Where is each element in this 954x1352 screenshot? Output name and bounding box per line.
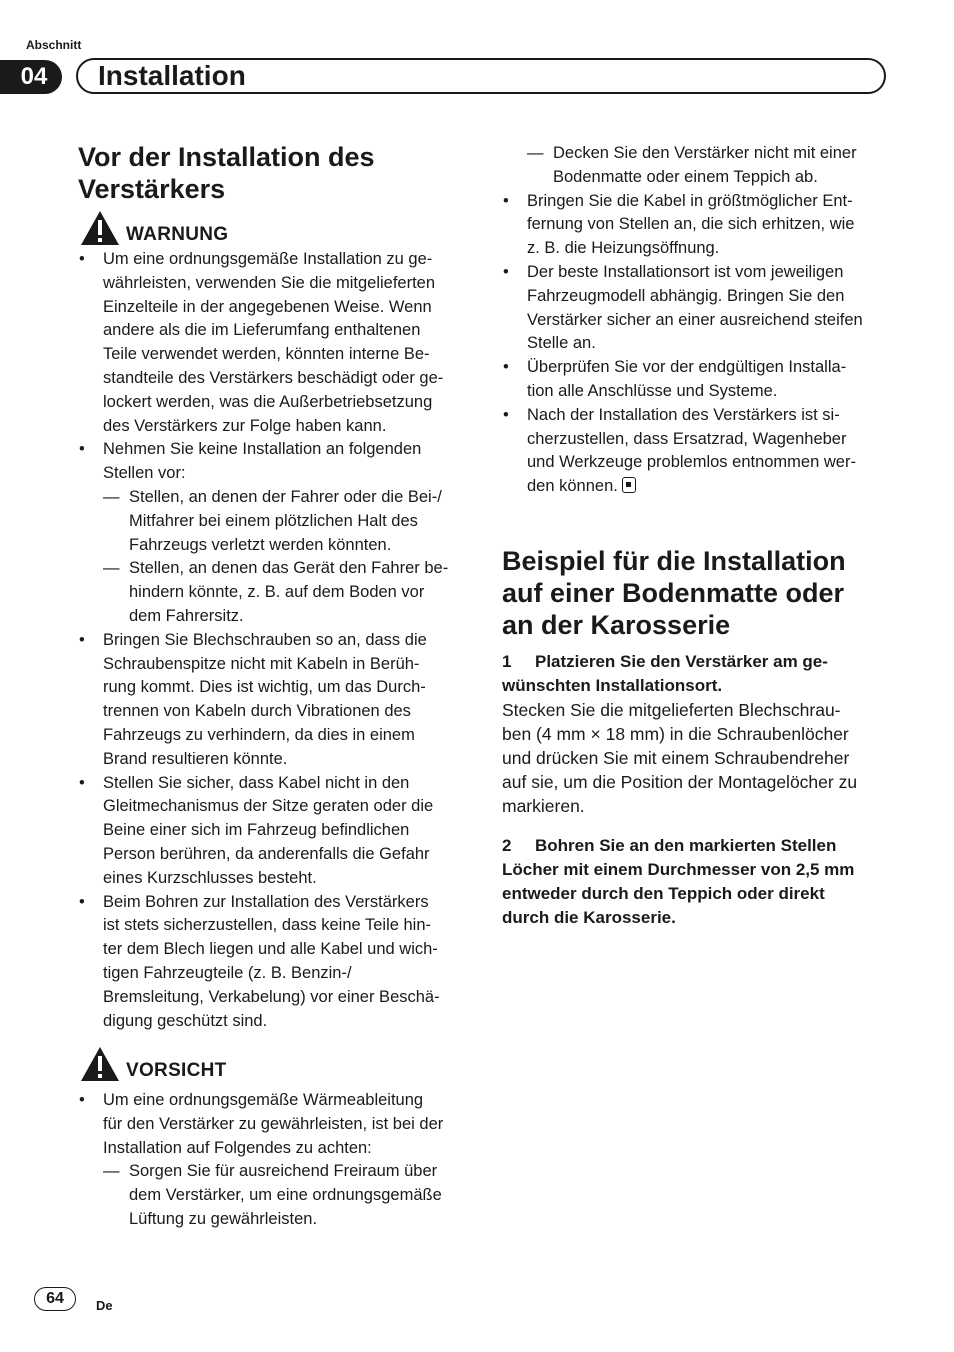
caution-header bbox=[80, 1046, 227, 1082]
bullet-item bbox=[500, 404, 888, 499]
list-item-text: Bringen Sie Blechschrauben so an, dass die Schraubenspitze nicht mit Kabeln in Berüh- rung kommt. Dies ist wichtig, um das Durch- trennen von Kabeln durch Vibrationen des Fahrzeugs zu verhindern, da dies in einem Brand resultieren könnte. bbox=[103, 630, 427, 768]
section-label: Abschnitt bbox=[26, 38, 82, 52]
step-1-number: 1 bbox=[502, 652, 512, 671]
list-item-text: Überprüfen Sie vor der endgültigen Installa- tion alle Anschlüsse und Systeme. bbox=[527, 358, 847, 400]
list-item-text: Stellen Sie sicher, dass Kabel nicht in den Gleitmechanismus der Sitze geraten oder die Beine einer sich im Fahrzeug befindlichen Person berühren, da anderenfalls die Gefahr eines Kurzschlusses besteht. bbox=[103, 773, 434, 887]
bullet-item bbox=[76, 629, 468, 772]
language-code: De bbox=[96, 1298, 113, 1313]
chapter-title: Installation bbox=[98, 60, 246, 91]
list-item-text: Beim Bohren zur Installation des Verstärkers ist stets sicherzustellen, dass keine Teile hin- ter dem Blech liegen und alle Kabel und wich- tigen Fahrzeugteile (z. B. Benzin-/ Bremsleitung, Verkabelung) vor einer Beschä- digung geschützt sind. bbox=[103, 892, 440, 1030]
dash-item bbox=[76, 1160, 468, 1231]
list-item-text: Der beste Installationsort ist vom jeweiligen Fahrzeugmodell abhängig. Bringen Sie den Verstärker sicher an einer ausreichend steifen Stelle an. bbox=[527, 262, 863, 353]
bullet-item bbox=[500, 190, 888, 261]
dash-item bbox=[500, 142, 888, 190]
page-number: 64 bbox=[34, 1287, 76, 1311]
caution-label: VORSICHT bbox=[126, 1060, 227, 1081]
bullet-item bbox=[76, 1089, 468, 1160]
warning-list bbox=[76, 248, 468, 1033]
step-2 bbox=[502, 834, 890, 930]
step-1-body: Stecken Sie die mitgelieferten Blechschrau- ben (4 mm × 18 mm) in die Schraubenlöcher und drücken Sie mit einem Schraubendreher auf sie, um die Position der Montagelöcher zu markieren. bbox=[502, 700, 858, 816]
bullet-item bbox=[76, 891, 468, 1034]
list-item-text: Stellen, an denen das Gerät den Fahrer be- hindern könnte, z. B. auf dem Boden vor dem Fahrersitz. bbox=[129, 559, 449, 625]
warning-triangle-icon bbox=[80, 210, 120, 246]
bullet-item bbox=[76, 772, 468, 891]
warning-header bbox=[80, 210, 228, 246]
caution-triangle-icon bbox=[80, 1046, 120, 1082]
end-of-section-icon bbox=[622, 477, 636, 493]
caution-list bbox=[76, 1089, 468, 1232]
bullet-item bbox=[500, 356, 888, 404]
list-item-text: Stellen, an denen der Fahrer oder die Bei-/ Mitfahrer bei einem plötzlichen Halt des Fahrzeugs verletzt werden könnten. bbox=[129, 487, 442, 554]
list-item-text: Nehmen Sie keine Installation an folgenden Stellen vor: bbox=[103, 440, 422, 483]
list-item-text: Nach der Installation des Verstärkers ist si- cherzustellen, dass Ersatzrad, Wagenheber und Werkzeuge problemlos entnommen wer- den können. bbox=[527, 405, 856, 496]
list-item-text: Um eine ordnungsgemäße Installation zu ge- währleisten, verwenden Sie die mitgelieferten Einzelteile in der angegebenen Weise. Wenn andere als die im Lieferumfang enthaltenen Teile verwendet werden, könnten interne Be- standteile des Verstärkers beschädigt oder ge- lockert werden, was die Außerbetriebsetzung des Verstärkers zur Folge haben kann. bbox=[103, 250, 444, 435]
continued-list bbox=[500, 142, 888, 499]
bullet-item bbox=[76, 438, 468, 486]
step-1 bbox=[502, 650, 890, 818]
section-heading-before-installation: Vor der Installation des Verstärkers bbox=[78, 142, 375, 204]
step-1-title bbox=[502, 650, 890, 698]
bullet-item bbox=[76, 248, 468, 438]
list-item-text: Decken Sie den Verstärker nicht mit einer Bodenmatte oder einem Teppich ab. bbox=[553, 144, 857, 186]
section-heading-installation-example: Beispiel für die Installation auf einer Bodenmatte oder an der Karosserie bbox=[502, 546, 846, 640]
chapter-number-badge: 04 bbox=[0, 60, 62, 94]
list-item-text: Sorgen Sie für ausreichend Freiraum über dem Verstärker, um eine ordnungsgemäße Lüftung zu gewährleisten. bbox=[129, 1162, 442, 1228]
step-2-title bbox=[502, 834, 890, 930]
step-2-title-text: Bohren Sie an den markierten Stellen Löcher mit einem Durchmesser von 2,5 mm entweder durch den Teppich oder direkt durch die Karosserie. bbox=[502, 836, 855, 927]
step-2-number: 2 bbox=[502, 836, 512, 855]
step-1-title-text: Platzieren Sie den Verstärker am ge- wünschten Installationsort. bbox=[502, 652, 828, 695]
warning-label: WARNUNG bbox=[126, 224, 229, 245]
list-item-text: Bringen Sie die Kabel in größtmöglicher Ent- fernung von Stellen an, die sich erhitzen, wie z. B. die Heizungsöffnung. bbox=[527, 191, 855, 258]
bullet-item bbox=[500, 261, 888, 356]
dash-item bbox=[76, 486, 468, 557]
dash-item bbox=[76, 557, 468, 628]
list-item-text: Um eine ordnungsgemäße Wärmeableitung für den Verstärker zu gewährleisten, ist bei der Installation auf Folgendes zu achten: bbox=[103, 1091, 444, 1157]
